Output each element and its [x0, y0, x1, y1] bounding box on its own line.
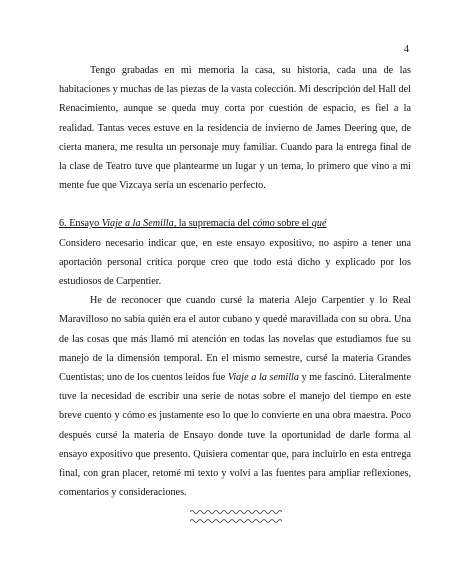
tilde-separator-top [190, 509, 282, 515]
paragraph-memories: Tengo grabadas en mi memoria la casa, su historia, cada una de las habitaciones y muchas de las piezas de la vasta colección. Mi descripción del Hall del Renacimiento, aunque se queda muy corta por cuestión de espacio, es fiel a la realidad. Tantas veces estuve en la residencia de invierno de James Deering que, de cierta manera, me resulta un personaje muy familiar. Cuando para la entrega final de la clase de Teatro tuve que plantearme un lugar y un tema, lo primero que vino a mi mente fue que Vizcaya sería un escenario perfecto. [59, 65, 411, 192]
tilde-separator-bottom [190, 518, 282, 524]
document-body [59, 61, 411, 502]
page-number: 4 [404, 44, 409, 55]
section-heading-middle: , la supremacía del [173, 218, 253, 230]
paragraph-reconocer [59, 291, 411, 502]
section-heading-prefix: 6. Ensayo [59, 218, 102, 230]
paragraph-reconocer-start: He de reconocer que cuando cursé la materia Alejo Carpentier y lo Real Maravilloso no sabía quién era el autor cubano y quedé maravillada con su obra. Una de las cosas que más llamó mi atención en todas las novelas que estudiamos fue su manejo de la dimensión temporal. En el mismo semestre, cursé la materia Grandes Cuentistas; uno de los cuentos leídos fue [59, 295, 411, 384]
story-title-italic: Viaje a la semilla [227, 372, 299, 384]
paragraph-reconocer-end: y me fascinó. Literalmente tuve la necesidad de escribir una serie de notas sobre el manejo del tiempo en este breve cuento y cómo es justamente eso lo que lo convierte en una obra maestra. Poco después cursé la materia de Ensayo donde tuve la oportunidad de darle forma al ensayo expositivo que presento. Quisiera comentar que, para incluirlo en esta entrega final, con gran placer, retomé mi texto y volví a las fuentes para ampliar reflexiones, comentarios y consideraciones. [59, 372, 411, 499]
section-heading [59, 214, 411, 233]
section-heading-word-como: cómo [252, 218, 275, 230]
section-heading-title: Viaje a la Semilla [101, 218, 174, 230]
paragraph-considero: Considero necesario indicar que, en este ensayo expositivo, no aspiro a tener una aportación personal crítica porque creo que todo está dicho y explicado por los estudiosos de Carpentier. [59, 237, 411, 288]
section-heading-word-que: qué [311, 218, 327, 230]
section-heading-connector: sobre el [274, 218, 312, 230]
